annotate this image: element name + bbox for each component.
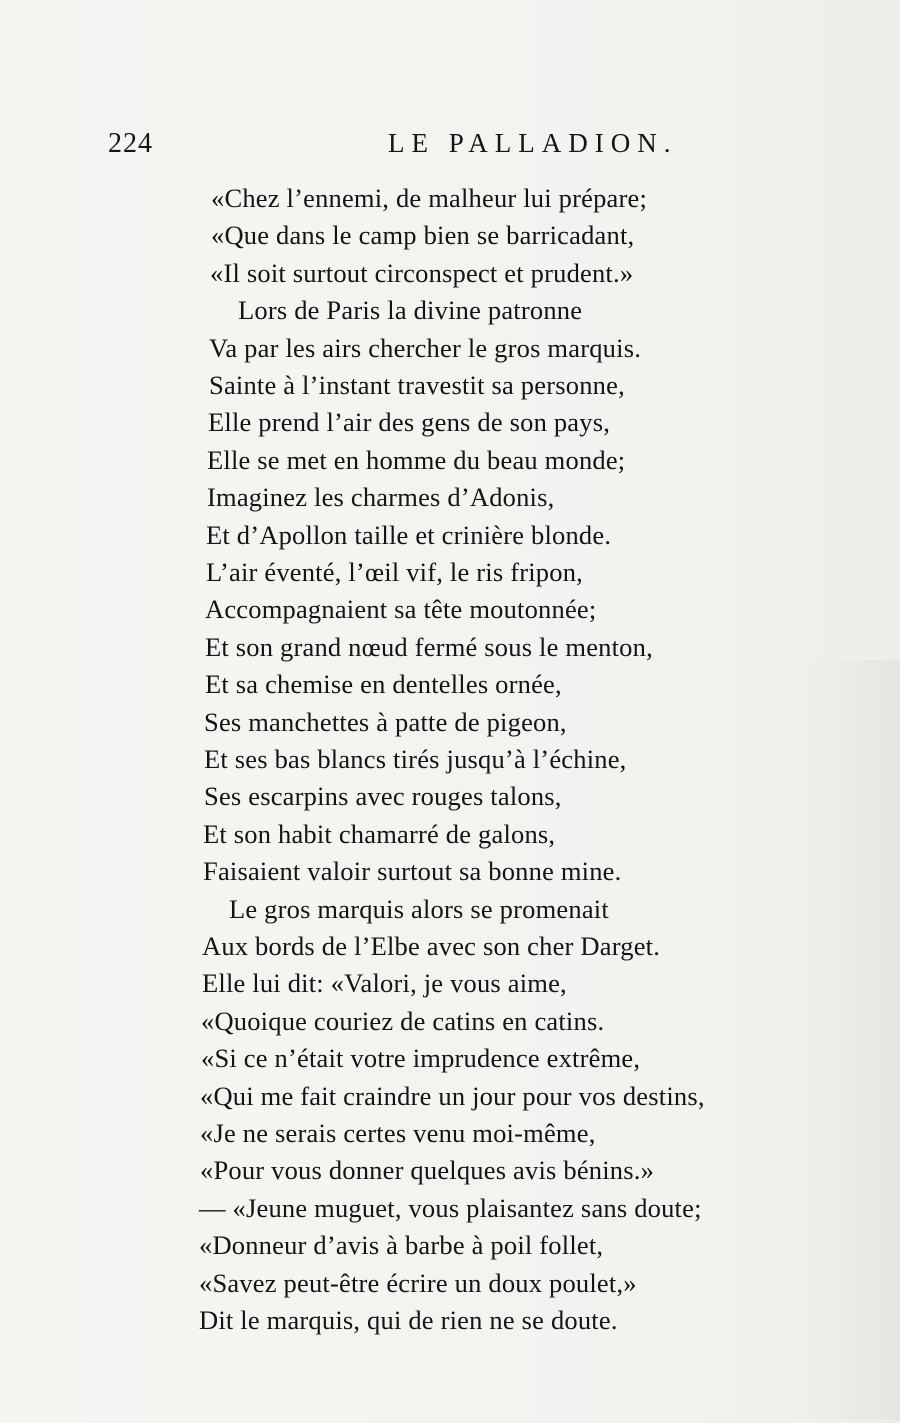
poem-line: Et ses bas blancs tirés jusqu’à l’échine, [204, 744, 627, 774]
poem-line: «Chez l’ennemi, de malheur lui prépare; [211, 183, 648, 213]
poem-line: «Pour vous donner quelques avis bénins.» [200, 1155, 655, 1185]
poem-line: L’air éventé, l’œil vif, le ris fripon, [206, 557, 583, 587]
poem-line: «Savez peut-être écrire un doux poulet,» [199, 1268, 637, 1298]
poem-line: Accompagnaient sa tête moutonnée; [205, 594, 597, 624]
poem-line: Ses escarpins avec rouges talons, [204, 781, 562, 811]
poem-line: Ses manchettes à patte de pigeon, [204, 707, 567, 737]
poem-line: Et d’Apollon taille et crinière blonde. [206, 520, 612, 550]
poem-line: Sainte à l’instant travestit sa personne, [209, 370, 625, 400]
poem-line: «Si ce n’était votre imprudence extrême, [201, 1043, 641, 1073]
poem-line: Aux bords de l’Elbe avec son cher Darget. [202, 931, 661, 961]
poem-line: Imaginez les charmes d’Adonis, [207, 482, 555, 512]
poem-line: Lors de Paris la divine patronne [238, 295, 583, 325]
paper-show-through [800, 660, 900, 1420]
poem-line: Et son grand nœud fermé sous le menton, [205, 632, 653, 662]
poem-line: Et son habit chamarré de galons, [203, 819, 556, 849]
page-number: 224 [108, 128, 153, 159]
poem-line: «Je ne serais certes venu moi-même, [200, 1118, 596, 1148]
poem-line: Et sa chemise en dentelles ornée, [205, 669, 562, 699]
poem-line: Faisaient valoir surtout sa bonne mine. [203, 856, 622, 886]
poem-line: «Qui me fait craindre un jour pour vos destins, [200, 1081, 705, 1111]
poem-line: «Que dans le camp bien se barricadant, [211, 220, 635, 250]
page-header [0, 128, 900, 168]
poem-line: «Donneur d’avis à barbe à poil follet, [199, 1230, 604, 1260]
poem-line: «Il soit surtout circonspect et prudent.» [210, 258, 634, 288]
poem-line: «Quoique couriez de catins en catins. [201, 1006, 605, 1036]
poem-line: — «Jeune muguet, vous plaisantez sans doute; [199, 1193, 702, 1223]
poem-line: Elle lui dit: «Valori, je vous aime, [202, 968, 567, 998]
running-title: LE PALLADION. [388, 128, 678, 158]
poem-line: Elle prend l’air des gens de son pays, [208, 407, 611, 437]
poem-line: Dit le marquis, qui de rien ne se doute. [199, 1305, 618, 1335]
poem-line: Elle se met en homme du beau monde; [207, 445, 626, 475]
poem-line: Le gros marquis alors se promenait [229, 894, 609, 924]
poem-line: Va par les airs chercher le gros marquis. [209, 333, 642, 363]
